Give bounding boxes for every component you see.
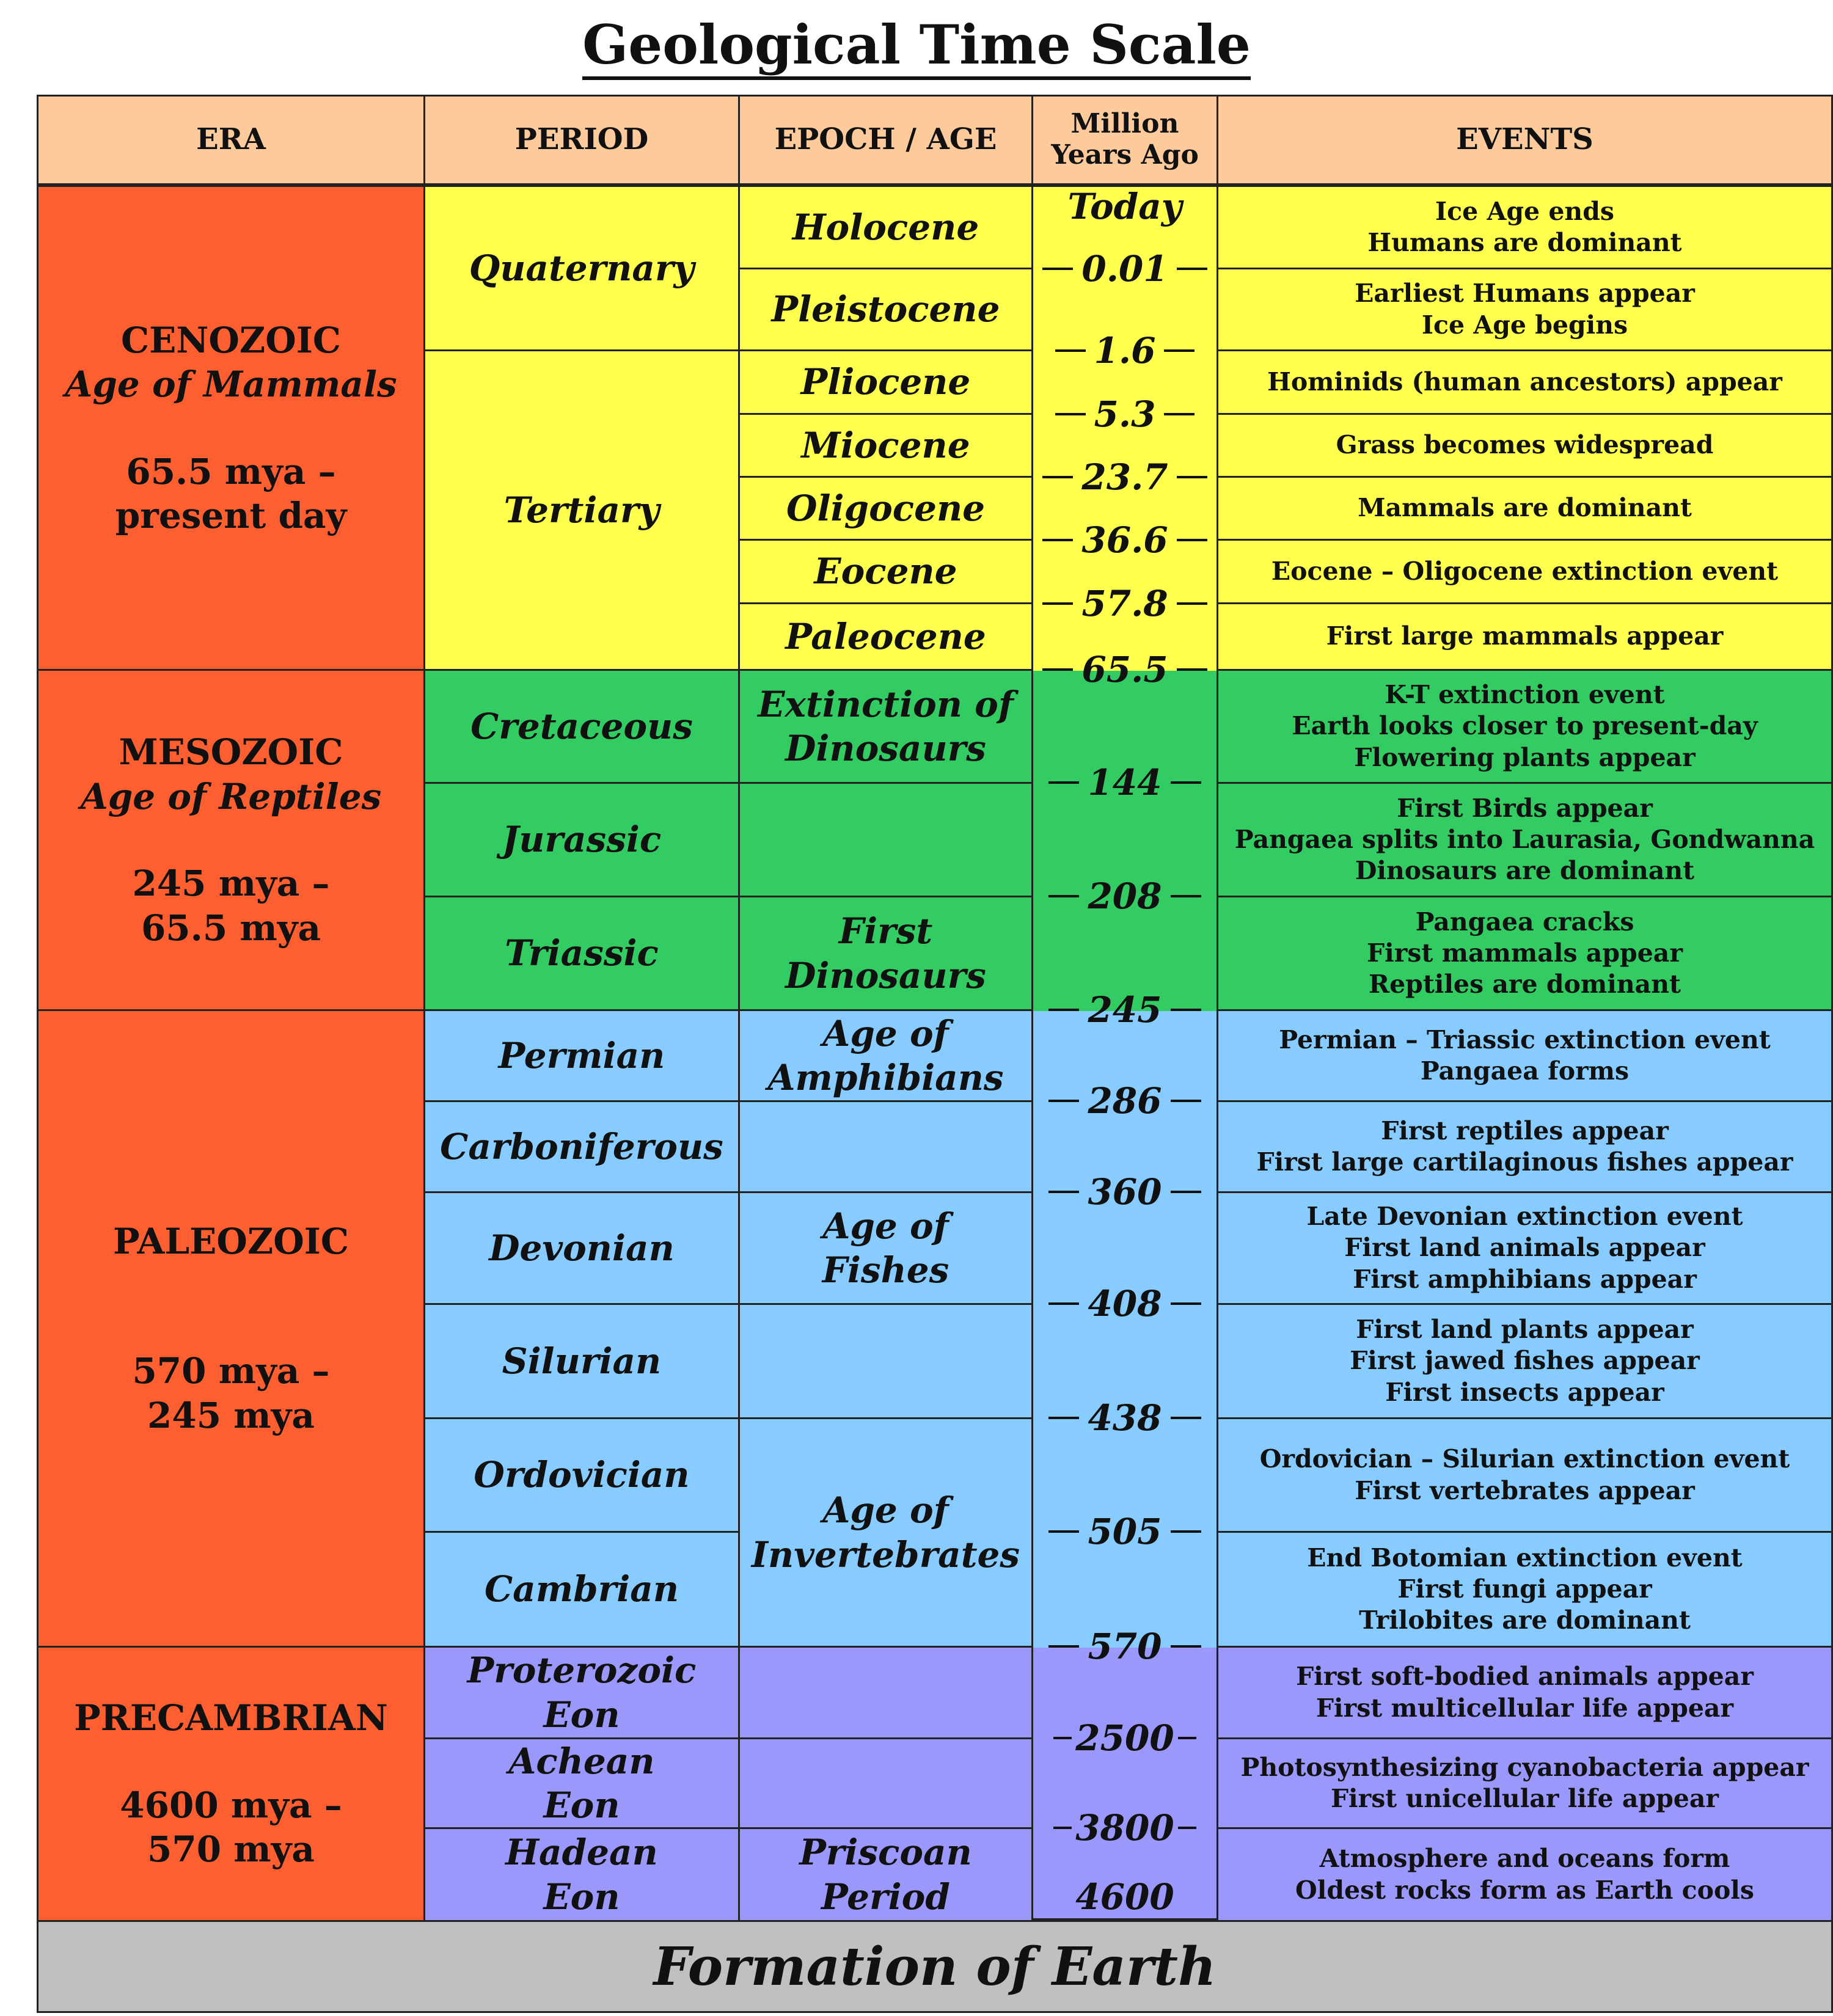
era-paleozoic xyxy=(37,1009,425,1648)
events-permian: Permian – Triassic extinction event Pangaea forms xyxy=(1217,1009,1833,1102)
period-permian: Permian xyxy=(423,1009,740,1102)
mya-label: 65.5 xyxy=(1031,645,1218,694)
events-cretaceous: K-T extinction event Earth looks closer to present-day Flowering plants appear xyxy=(1217,669,1833,784)
mya-label: 286 xyxy=(1031,1076,1218,1125)
mya-label: 3800 xyxy=(1031,1803,1218,1852)
period-achean-eon: Achean Eon xyxy=(423,1737,740,1829)
era-range: 245 mya – xyxy=(132,863,330,904)
age-blank-proterozoic xyxy=(738,1646,1033,1739)
age-blank-jurassic xyxy=(738,782,1033,897)
era-name: MESOZOIC xyxy=(119,731,343,773)
era-range: 65.5 mya xyxy=(141,907,321,949)
period-proterozoic-eon: Proterozoic Eon xyxy=(423,1646,740,1739)
epoch-holocene: Holocene xyxy=(738,185,1033,269)
period-carboniferous: Carboniferous xyxy=(423,1100,740,1193)
era-name: CENOZOIC xyxy=(120,319,342,361)
events-triassic: Pangaea cracks First mammals appear Reptiles are dominant xyxy=(1217,896,1833,1011)
mya-label: 1.6 xyxy=(1031,326,1218,375)
epoch-miocene: Miocene xyxy=(738,413,1033,478)
age-blank-silurian xyxy=(738,1303,1033,1419)
age-priscoan-period: Priscoan Period xyxy=(738,1827,1033,1922)
mya-label: 2500 xyxy=(1031,1714,1218,1762)
age-of-invertebrates: Age of Invertebrates xyxy=(738,1417,1033,1648)
events-devonian: Late Devonian extinction event First land animals appear First amphibians appear xyxy=(1217,1191,1833,1305)
events-miocene: Grass becomes widespread xyxy=(1217,413,1833,478)
era-range: 570 mya – xyxy=(132,1350,330,1392)
period-hadean-eon: Hadean Eon xyxy=(423,1827,740,1922)
period-tertiary: Tertiary xyxy=(423,349,740,671)
events-cambrian: End Botomian extinction event First fungi appear Trilobites are dominant xyxy=(1217,1531,1833,1648)
mya-label: 144 xyxy=(1031,758,1218,807)
header-era: ERA xyxy=(37,95,425,185)
events-oligocene: Mammals are dominant xyxy=(1217,476,1833,541)
era-name: PRECAMBRIAN xyxy=(74,1697,388,1739)
period-triassic: Triassic xyxy=(423,896,740,1011)
header-mya: Million Years Ago xyxy=(1031,95,1218,185)
age-extinction-of-dinosaurs: Extinction of Dinosaurs xyxy=(738,669,1033,784)
mya-label: 408 xyxy=(1031,1279,1218,1328)
page-title: Geological Time Scale xyxy=(0,5,1833,78)
age-of-amphibians: Age of Amphibians xyxy=(738,1009,1033,1102)
era-subtitle: Age of Mammals xyxy=(65,363,397,405)
mya-label: 438 xyxy=(1031,1393,1218,1442)
mya-label: 4600 xyxy=(1075,1876,1174,1918)
era-cenozoic xyxy=(37,185,425,671)
mya-label: 360 xyxy=(1031,1167,1218,1216)
era-mesozoic xyxy=(37,669,425,1011)
mya-label: 23.7 xyxy=(1031,453,1218,502)
period-silurian: Silurian xyxy=(423,1303,740,1419)
events-carboniferous: First reptiles appear First large cartilaginous fishes appear xyxy=(1217,1100,1833,1193)
era-range: present day xyxy=(115,495,347,536)
mya-label: 5.3 xyxy=(1031,390,1218,439)
epoch-eocene: Eocene xyxy=(738,539,1033,604)
age-of-fishes: Age of Fishes xyxy=(738,1191,1033,1305)
period-ordovician: Ordovician xyxy=(423,1417,740,1533)
era-name: PALEOZOIC xyxy=(112,1220,349,1262)
period-jurassic: Jurassic xyxy=(423,782,740,897)
events-jurassic: First Birds appear Pangaea splits into Laurasia, Gondwanna Dinosaurs are dominant xyxy=(1217,782,1833,897)
events-pleistocene: Earliest Humans appear Ice Age begins xyxy=(1217,268,1833,351)
era-range: 570 mya xyxy=(147,1828,315,1871)
period-cambrian: Cambrian xyxy=(423,1531,740,1648)
mya-label: 57.8 xyxy=(1031,579,1218,628)
header-period: PERIOD xyxy=(423,95,740,185)
era-range: 245 mya xyxy=(147,1394,315,1436)
era-subtitle: Age of Reptiles xyxy=(80,775,382,817)
mya-label: 0.01 xyxy=(1031,244,1218,293)
epoch-paleocene: Paleocene xyxy=(738,602,1033,671)
mya-label: 208 xyxy=(1031,872,1218,921)
period-quaternary: Quaternary xyxy=(423,185,740,351)
events-holocene: Ice Age ends Humans are dominant xyxy=(1217,185,1833,269)
events-paleocene: First large mammals appear xyxy=(1217,602,1833,671)
events-proterozoic: First soft-bodied animals appear First multicellular life appear xyxy=(1217,1646,1833,1739)
mya-label: 505 xyxy=(1031,1507,1218,1556)
era-precambrian xyxy=(37,1646,425,1922)
formation-of-earth-footer: Formation of Earth xyxy=(37,1920,1833,2013)
events-hadean: Atmosphere and oceans form Oldest rocks form as Earth cools xyxy=(1217,1827,1833,1922)
mya-label: 245 xyxy=(1031,985,1218,1034)
header-events: EVENTS xyxy=(1217,95,1833,185)
mya-label: 36.6 xyxy=(1031,516,1218,564)
mya-label-today: Today xyxy=(1067,186,1182,227)
era-range: 65.5 mya – xyxy=(126,450,336,492)
age-first-dinosaurs: First Dinosaurs xyxy=(738,896,1033,1011)
events-silurian: First land plants appear First jawed fishes appear First insects appear xyxy=(1217,1303,1833,1419)
era-range: 4600 mya – xyxy=(120,1784,342,1826)
epoch-pliocene: Pliocene xyxy=(738,349,1033,415)
events-achean: Photosynthesizing cyanobacteria appear First unicellular life appear xyxy=(1217,1737,1833,1829)
period-cretaceous: Cretaceous xyxy=(423,669,740,784)
header-epoch: EPOCH / AGE xyxy=(738,95,1033,185)
age-blank-achean xyxy=(738,1737,1033,1829)
mya-label: 570 xyxy=(1031,1622,1218,1671)
period-devonian: Devonian xyxy=(423,1191,740,1305)
events-ordovician: Ordovician – Silurian extinction event First vertebrates appear xyxy=(1217,1417,1833,1533)
events-eocene: Eocene – Oligocene extinction event xyxy=(1217,539,1833,604)
events-pliocene: Hominids (human ancestors) appear xyxy=(1217,349,1833,415)
age-blank-carboniferous xyxy=(738,1100,1033,1193)
epoch-oligocene: Oligocene xyxy=(738,476,1033,541)
epoch-pleistocene: Pleistocene xyxy=(738,268,1033,351)
